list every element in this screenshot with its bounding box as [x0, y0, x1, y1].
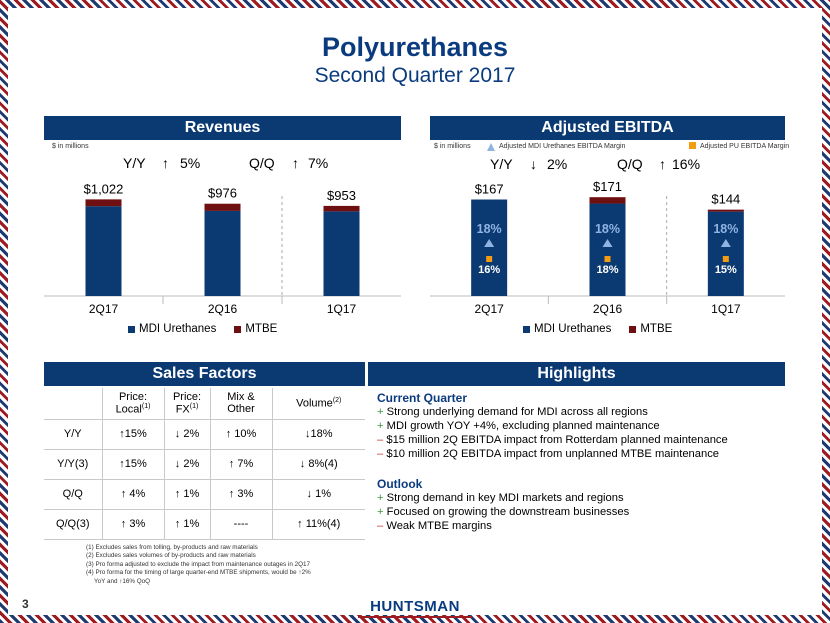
highlight-text: Strong underlying demand for MDI across all regions [386, 406, 648, 418]
table-header-row [44, 388, 365, 419]
page-subtitle: Second Quarter 2017 [314, 64, 516, 87]
ebitda-mdi-margin-legend: Adjusted MDI Urethanes EBITDA Margin [499, 143, 626, 150]
table-cell: ↓ 2% [164, 449, 210, 479]
row-label: Q/Q(3) [44, 509, 102, 539]
revenues-chart [44, 176, 401, 321]
highlight-item [377, 405, 728, 419]
highlights-current [377, 391, 728, 461]
revenues-legend [128, 323, 277, 335]
highlights-outlook [377, 477, 629, 533]
revenues-qq-label: Q/Q [249, 155, 275, 171]
table-cell: ↑ 4% [102, 479, 164, 509]
bar-mdi-urethanes [86, 206, 122, 296]
column-header-price-local: Price: Local$^{(1)}$ [102, 388, 164, 419]
sales-factors-table [44, 388, 365, 540]
footnote: (2) Excludes sales volumes of by-products and raw materials [86, 552, 256, 560]
bar-mtbe [590, 197, 626, 203]
legend-label-mtbe: MTBE [245, 323, 278, 335]
pu-margin-label: 16% [478, 264, 501, 276]
revenues-yy-arrow: ↑ [162, 155, 169, 171]
legend-swatch-mtbe [234, 326, 241, 333]
pu-margin-label: 18% [596, 264, 619, 276]
table-row [44, 449, 365, 479]
x-tick-label: 2Q17 [474, 302, 504, 316]
table-cell: ↑ 1% [164, 509, 210, 539]
table-cell: ↑ 3% [210, 479, 272, 509]
bar-mtbe [708, 210, 744, 212]
column-header-blank [44, 388, 102, 419]
ebitda-legend [523, 323, 672, 335]
plus-icon: + [377, 506, 384, 518]
revenues-yy-value: 5% [180, 155, 201, 171]
highlight-text: MDI growth YOY +4%, excluding planned maintenance [386, 420, 660, 432]
table-cell: ↑15% [102, 449, 164, 479]
table-cell: ↓ 2% [164, 419, 210, 449]
table-cell: ↓18% [272, 419, 365, 449]
ebitda-yy-value: 2% [547, 156, 568, 172]
ebitda-pu-margin-legend: Adjusted PU EBITDA Margin [700, 143, 790, 150]
logo-text: HUNTSMAN [370, 598, 460, 615]
column-header-volume: Volume$^{(2)}$ [272, 388, 365, 419]
data-label: $953 [327, 187, 356, 203]
footnote: YoY and ↑16% QoQ [94, 577, 151, 585]
pu-margin-marker [723, 256, 729, 262]
table-cell: ↑ 11%(4) [272, 509, 365, 539]
footnote: (3) Pro forma adjusted to exclude the impact from maintenance outages in 2Q17 [86, 560, 311, 568]
highlight-text: Weak MTBE margins [386, 520, 492, 532]
table-cell: ↑15% [102, 419, 164, 449]
footnote: (1) Excludes sales from tolling, by-products and raw materials [86, 544, 258, 551]
pu-margin-marker [486, 256, 492, 262]
table-cell: ↑ 3% [102, 509, 164, 539]
highlight-item [377, 505, 629, 519]
minus-icon: – [377, 434, 384, 446]
triangle-icon [486, 142, 496, 152]
footnote: (4) Pro forma for the timing of large quarter-end MTBE shipments, would be ↑2% [86, 569, 311, 577]
ebitda-yy-label: Y/Y [490, 156, 513, 172]
highlight-text: $10 million 2Q EBITDA impact from unplanned MTBE maintenance [386, 448, 720, 460]
plus-icon: + [377, 492, 384, 504]
bar-mdi-urethanes [590, 204, 626, 296]
highlights-header: Highlights [368, 362, 785, 386]
legend-label-mdi: MDI Urethanes [139, 323, 217, 335]
ebitda-units: $ in millions [434, 143, 471, 150]
legend-swatch-mdi [523, 326, 530, 333]
table-row [44, 479, 365, 509]
highlight-text: Strong demand in key MDI markets and regions [386, 492, 624, 504]
table-cell: ---- [210, 509, 272, 539]
x-tick-label: 2Q17 [88, 302, 119, 316]
legend-swatch-mdi [128, 326, 135, 333]
huntsman-logo [358, 598, 472, 617]
mdi-margin-label: 18% [476, 222, 502, 236]
x-tick-label: 1Q17 [711, 302, 741, 316]
minus-icon: – [377, 520, 384, 532]
data-label: $144 [711, 191, 741, 207]
table-row [44, 419, 365, 449]
logo-underline [358, 616, 472, 618]
highlight-text: Focused on growing the downstream businesses [386, 506, 630, 518]
current-quarter-heading: Current Quarter [377, 391, 468, 405]
ebitda-yy-arrow: ↓ [530, 156, 537, 172]
x-tick-label: 1Q17 [326, 302, 357, 316]
bar-mtbe [324, 206, 360, 211]
highlight-text: $15 million 2Q EBITDA impact from Rotterdam planned maintenance [386, 434, 728, 446]
ebitda-qq-value: 16% [672, 156, 701, 172]
data-label: $1,022 [83, 181, 124, 197]
plus-icon: + [377, 406, 384, 418]
ebitda-chart [430, 176, 785, 321]
ebitda-qq-label: Q/Q [617, 156, 643, 172]
bar-mtbe [86, 199, 122, 206]
bar-mtbe [205, 204, 241, 211]
highlight-item [377, 447, 728, 461]
data-label: $167 [474, 181, 504, 197]
x-tick-label: 2Q16 [592, 302, 623, 316]
footnotes [86, 544, 311, 586]
row-label: Y/Y [44, 419, 102, 449]
revenues-header: Revenues [44, 116, 401, 140]
legend-label-mdi: MDI Urethanes [534, 323, 612, 335]
mdi-margin-label: 18% [594, 222, 621, 236]
outlook-heading: Outlook [377, 477, 423, 491]
bar-mdi-urethanes [471, 200, 507, 296]
mdi-margin-label: 18% [713, 222, 739, 236]
legend-label-mtbe: MTBE [640, 323, 673, 335]
row-label: Q/Q [44, 479, 102, 509]
sales-factors-header: Sales Factors [44, 362, 365, 386]
data-label: $171 [593, 179, 622, 195]
page-number: 3 [22, 597, 29, 611]
ebitda-qq-arrow: ↑ [659, 156, 666, 172]
bar-mdi-urethanes [324, 211, 360, 296]
bar-mdi-urethanes [205, 211, 241, 296]
highlight-item [377, 419, 728, 433]
table-cell: ↑ 1% [164, 479, 210, 509]
column-header-mix-other: Mix & Other [210, 388, 272, 419]
plus-icon: + [377, 420, 384, 432]
ebitda-header: Adjusted EBITDA [430, 116, 785, 140]
revenues-units: $ in millions [52, 143, 89, 150]
highlight-item [377, 491, 629, 505]
revenues-yy-label: Y/Y [123, 155, 146, 171]
table-row [44, 509, 365, 539]
highlight-item [377, 433, 728, 447]
column-header-price-fx: Price: FX$^{(1)}$ [164, 388, 210, 419]
revenues-qq-value: 7% [308, 155, 329, 171]
page-title: Polyurethanes [321, 32, 509, 62]
pu-margin-marker [605, 256, 611, 262]
minus-icon: – [377, 448, 384, 460]
table-cell: ↓ 8%(4) [272, 449, 365, 479]
square-icon [689, 142, 696, 149]
table-cell: ↓ 1% [272, 479, 365, 509]
pu-margin-label: 15% [714, 264, 737, 276]
table-cell: ↑ 10% [210, 419, 272, 449]
table-cell: ↑ 7% [210, 449, 272, 479]
data-label: $976 [208, 185, 237, 201]
highlight-item [377, 519, 629, 533]
revenues-qq-arrow: ↑ [292, 155, 299, 171]
x-tick-label: 2Q16 [207, 302, 238, 316]
row-label: Y/Y(3) [44, 449, 102, 479]
legend-swatch-mtbe [629, 326, 636, 333]
